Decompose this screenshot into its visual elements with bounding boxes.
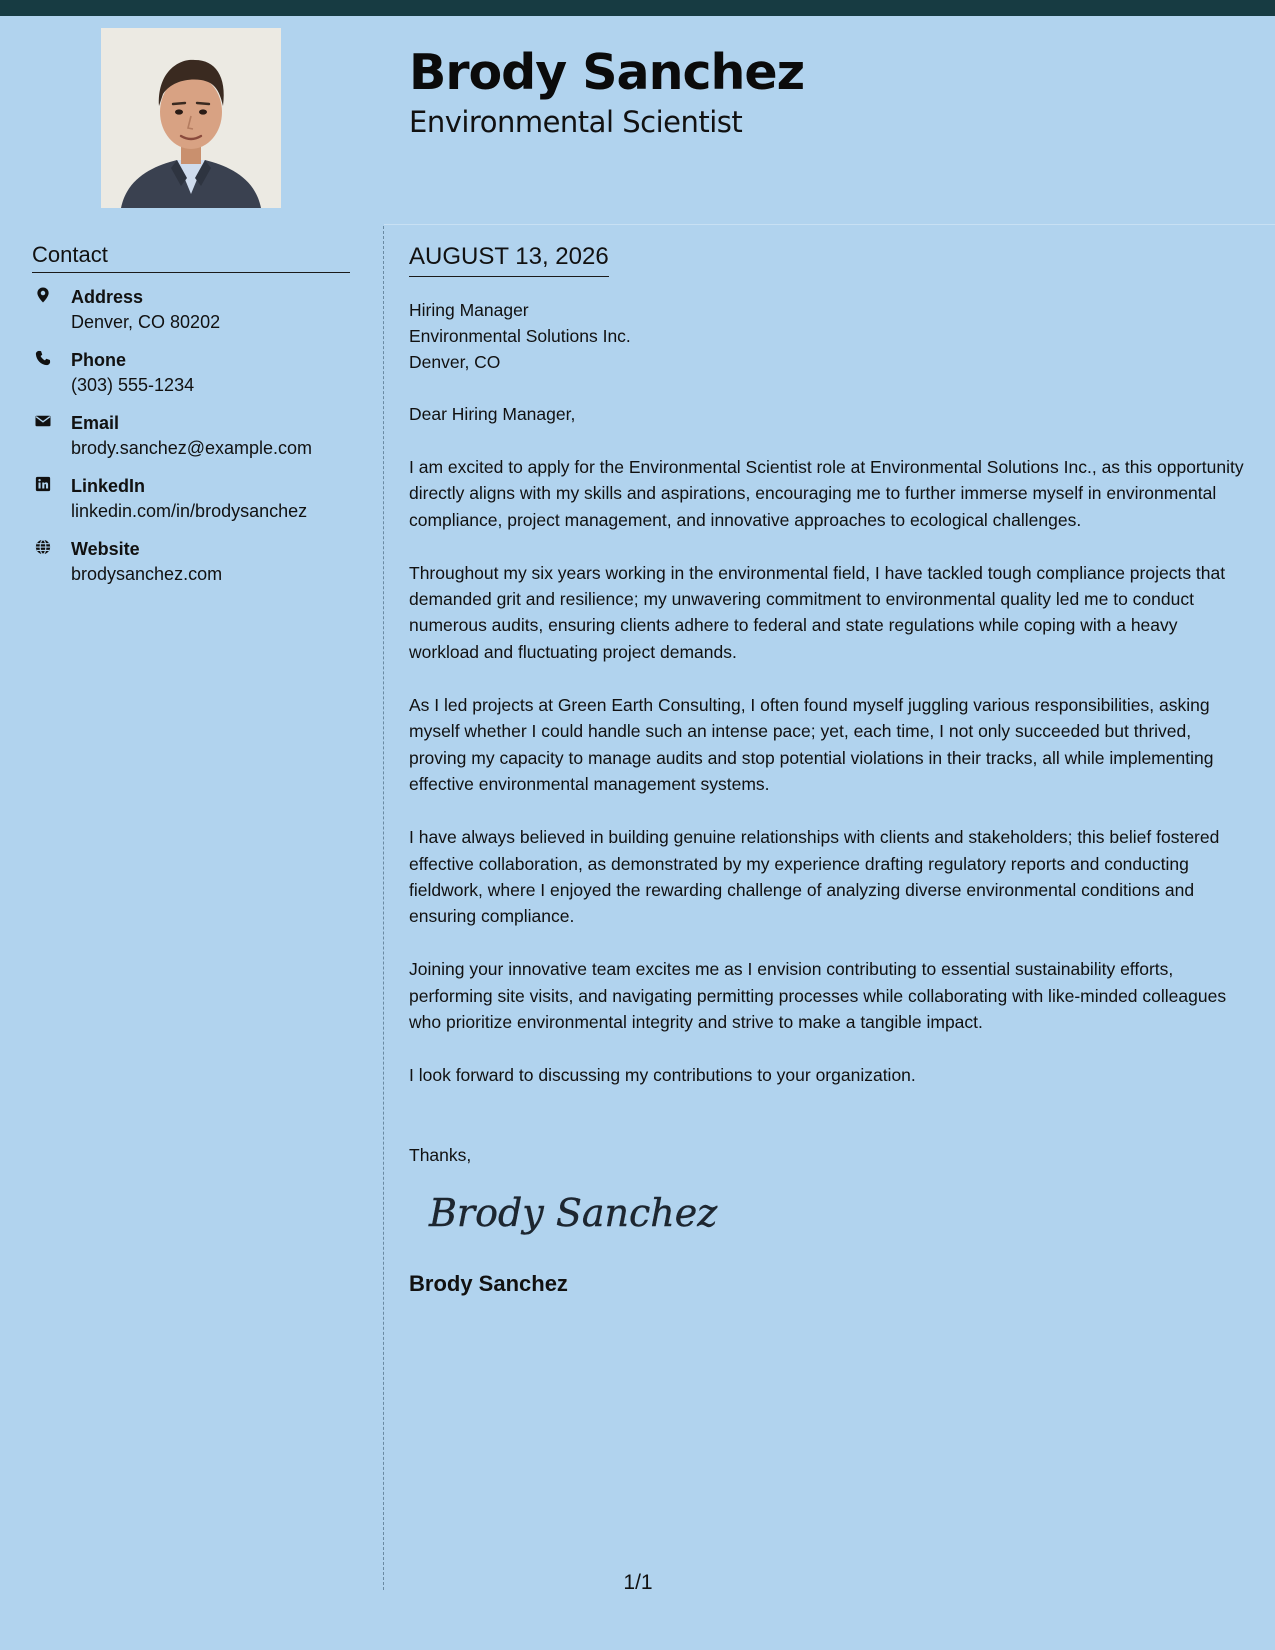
contact-linkedin — [32, 473, 362, 536]
body-paragraph: As I led projects at Green Earth Consulting, I often found myself juggling various responsibilities, asking myself whether I could handle such an intense pace; yet, each time, I not only succeeded but thrived, proving my capacity to manage audits and stop potential violations in their tracks, all while implementing effective environmental management systems. — [409, 695, 1214, 794]
recipient-block — [409, 297, 1249, 375]
linkedin-icon — [34, 475, 52, 493]
globe-icon — [34, 538, 52, 556]
contact-phone-label: Phone — [71, 350, 127, 370]
candidate-title: Environmental Scientist — [409, 105, 743, 139]
body-paragraph: I look forward to discussing my contributions to your organization. — [409, 1065, 916, 1086]
contact-linkedin-value[interactable]: linkedin.com/in/brodysanchez — [71, 501, 308, 521]
contact-address — [32, 284, 362, 347]
contact-heading: Contact — [32, 240, 350, 273]
contact-email — [32, 410, 362, 473]
envelope-icon — [34, 412, 52, 430]
body-paragraph: I have always believed in building genuine relationships with clients and stakeholders; this belief fostered effective collaboration, as demonstrated by my experience drafting regulatory reports and conducting fieldwork, where I enjoyed the rewarding challenge of analyzing diverse environmental conditions and ensuring compliance. — [409, 827, 1220, 927]
candidate-name: Brody Sanchez — [409, 44, 805, 101]
signature-image — [427, 1186, 718, 1240]
signature-text: Brody Sanchez — [429, 1190, 718, 1235]
contact-email-label: Email — [71, 413, 120, 433]
contact-email-value[interactable]: brody.sanchez@example.com — [71, 438, 313, 458]
handwritten-signature — [427, 1186, 1249, 1245]
contact-linkedin-label: LinkedIn — [71, 476, 146, 496]
recipient-line: Hiring Manager — [409, 300, 529, 320]
profile-photo — [101, 28, 281, 208]
signer-name: Brody Sanchez — [409, 1270, 568, 1296]
page-number: 1/1 — [623, 1571, 653, 1594]
body-paragraph: Throughout my six years working in the environmental field, I have tackled tough compliance projects that demanded grit and resilience; my unwavering commitment to environmental quality led me to conduct numerous audits, ensuring clients adhere to federal and state regulations while coping with a heavy workload and fluctuating project demands. — [409, 562, 1226, 662]
header-divider — [384, 224, 1275, 225]
recipient-line: Denver, CO — [409, 352, 501, 372]
body-paragraph: I am excited to apply for the Environmental Scientist role at Environmental Solutions Inc., as this opportunity directly aligns with my skills and aspirations, encouraging me to further immerse myself in environmental compliance, project management, and innovative approaches to ecological challenges. — [409, 457, 1244, 530]
top-bar — [0, 0, 1275, 16]
recipient-line: Environmental Solutions Inc. — [409, 326, 631, 346]
column-divider — [383, 226, 384, 1590]
contact-list — [32, 284, 362, 599]
phone-icon — [34, 349, 52, 367]
contact-address-label: Address — [71, 287, 144, 307]
contact-website-label: Website — [71, 539, 140, 559]
body-paragraph: Joining your innovative team excites me as I envision contributing to essential sustainability efforts, performing site visits, and navigating permitting processes while collaborating with like-minded colleagues who prioritize environmental integrity and strive to make a tangible impact. — [409, 959, 1227, 1033]
contact-website-value[interactable]: brodysanchez.com — [71, 564, 223, 584]
contact-website — [32, 536, 362, 599]
contact-phone-value: (303) 555-1234 — [71, 375, 195, 395]
contact-phone — [32, 347, 362, 410]
portrait-illustration — [101, 28, 281, 208]
map-pin-icon — [34, 286, 52, 304]
letter-body — [409, 240, 1249, 1299]
salutation: Dear Hiring Manager, — [409, 404, 576, 424]
letter-date: AUGUST 13, 2026 — [409, 240, 609, 277]
closing: Thanks, — [409, 1144, 472, 1165]
contact-address-value: Denver, CO 80202 — [71, 312, 221, 332]
